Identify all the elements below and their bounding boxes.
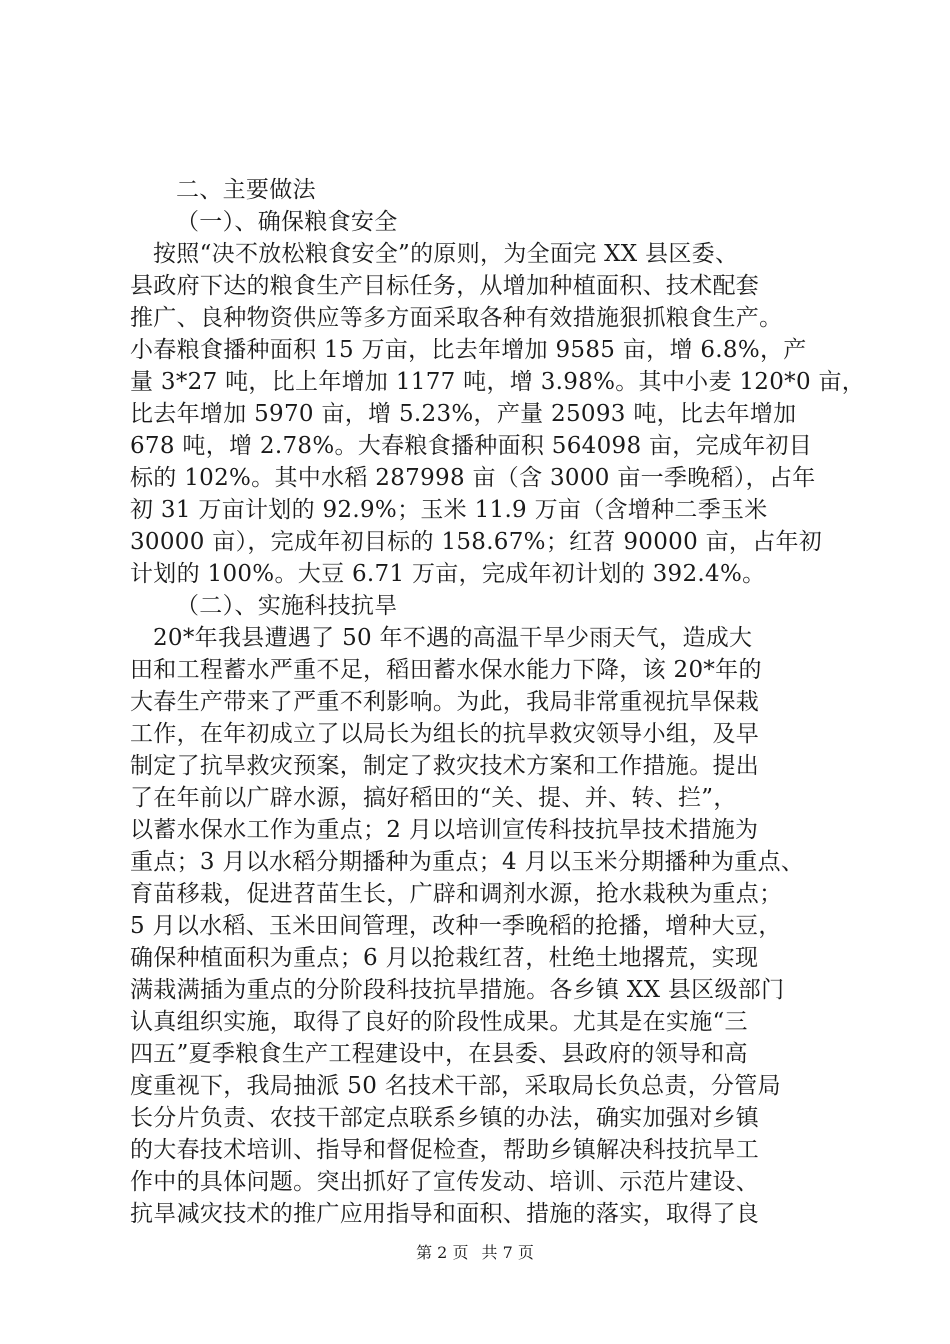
paragraph-2-line: 的大春技术培训、指导和督促检查，帮助乡镇解决科技抗旱工	[130, 1137, 760, 1163]
paragraph-2-line: 四五”夏季粮食生产工程建设中，在县委、县政府的领导和高	[130, 1041, 748, 1067]
page-number: 第 2 页	[416, 1243, 469, 1262]
page-total: 共 7 页	[481, 1243, 534, 1262]
paragraph-2-line: 田和工程蓄水严重不足，稻田蓄水保水能力下降，该 20*年的	[130, 657, 762, 683]
subsection-heading-2: （二）、实施科技抗旱	[176, 593, 398, 619]
paragraph-2-line: 满栽满插为重点的分阶段科技抗旱措施。各乡镇 XX 县区级部门	[130, 977, 785, 1003]
subsection-heading-1: （一）、确保粮食安全	[176, 209, 398, 235]
paragraph-2-line: 5 月以水稻、玉米田间管理，改种一季晚稻的抢播，增种大豆，	[130, 913, 782, 939]
page-footer	[0, 1243, 950, 1263]
paragraph-1-line: 30000 亩），完成年初目标的 158.67%；红苕 90000 亩，占年初	[130, 529, 823, 555]
paragraph-1-line: 比去年增加 5970 亩，增 5.23%，产量 25093 吨，比去年增加	[130, 401, 797, 427]
paragraph-2-line: 确保种植面积为重点；6 月以抢栽红苕，杜绝土地撂荒，实现	[130, 945, 759, 971]
paragraph-1-line: 量 3*27 吨，比上年增加 1177 吨，增 3.98%。其中小麦 120*0 亩，	[130, 369, 866, 395]
paragraph-1-line: 推广、良种物资供应等多方面采取各种有效措施狠抓粮食生产。	[130, 305, 783, 331]
paragraph-2-line: 大春生产带来了严重不利影响。为此，我局非常重视抗旱保栽	[130, 689, 760, 715]
paragraph-2-line: 认真组织实施，取得了良好的阶段性成果。尤其是在实施“三	[130, 1009, 748, 1035]
paragraph-2-line: 制定了抗旱救灾预案，制定了救灾技术方案和工作措施。提出	[130, 753, 760, 779]
paragraph-2-line: 重点；3 月以水稻分期播种为重点；4 月以玉米分期播种为重点、	[130, 849, 805, 875]
paragraph-2-line: 育苗移栽，促进苕苗生长，广辟和调剂水源，抢水栽秧为重点；	[130, 881, 783, 907]
paragraph-2-line: 了在年前以广辟水源，搞好稻田的“关、提、并、转、拦”，	[130, 785, 737, 811]
section-heading: 二、主要做法	[176, 177, 316, 203]
paragraph-2-line: 作中的具体问题。突出抓好了宣传发动、培训、示范片建设、	[130, 1169, 760, 1195]
paragraph-2-line: 20*年我县遭遇了 50 年不遇的高温干旱少雨天气，造成大	[153, 625, 753, 651]
paragraph-1-line: 678 吨，增 2.78%。大春粮食播种面积 564098 亩，完成年初目	[130, 433, 813, 459]
paragraph-2-line: 度重视下，我局抽派 50 名技术干部，采取局长负总责，分管局	[130, 1073, 781, 1099]
paragraph-2-line: 工作，在年初成立了以局长为组长的抗旱救灾领导小组，及早	[130, 721, 760, 747]
paragraph-1-line: 按照“决不放松粮食安全”的原则，为全面完 XX 县区委、	[153, 241, 739, 267]
paragraph-1-line: 计划的 100%。大豆 6.71 万亩，完成年初计划的 392.4%。	[130, 561, 766, 587]
paragraph-1-line: 小春粮食播种面积 15 万亩，比去年增加 9585 亩，增 6.8%，产	[130, 337, 807, 363]
paragraph-2-line: 以蓄水保水工作为重点；2 月以培训宣传科技抗旱技术措施为	[130, 817, 759, 843]
document-body	[130, 174, 866, 1230]
paragraph-1-line: 初 31 万亩计划的 92.9%；玉米 11.9 万亩（含增种二季玉米	[130, 497, 768, 523]
paragraph-2-line: 抗旱减灾技术的推广应用指导和面积、措施的落实，取得了良	[130, 1201, 760, 1227]
paragraph-1-line: 县政府下达的粮食生产目标任务，从增加种植面积、技术配套	[130, 273, 760, 299]
paragraph-2-line: 长分片负责、农技干部定点联系乡镇的办法，确实加强对乡镇	[130, 1105, 760, 1131]
paragraph-1-line: 标的 102%。其中水稻 287998 亩（含 3000 亩一季晚稻），占年	[130, 465, 816, 491]
